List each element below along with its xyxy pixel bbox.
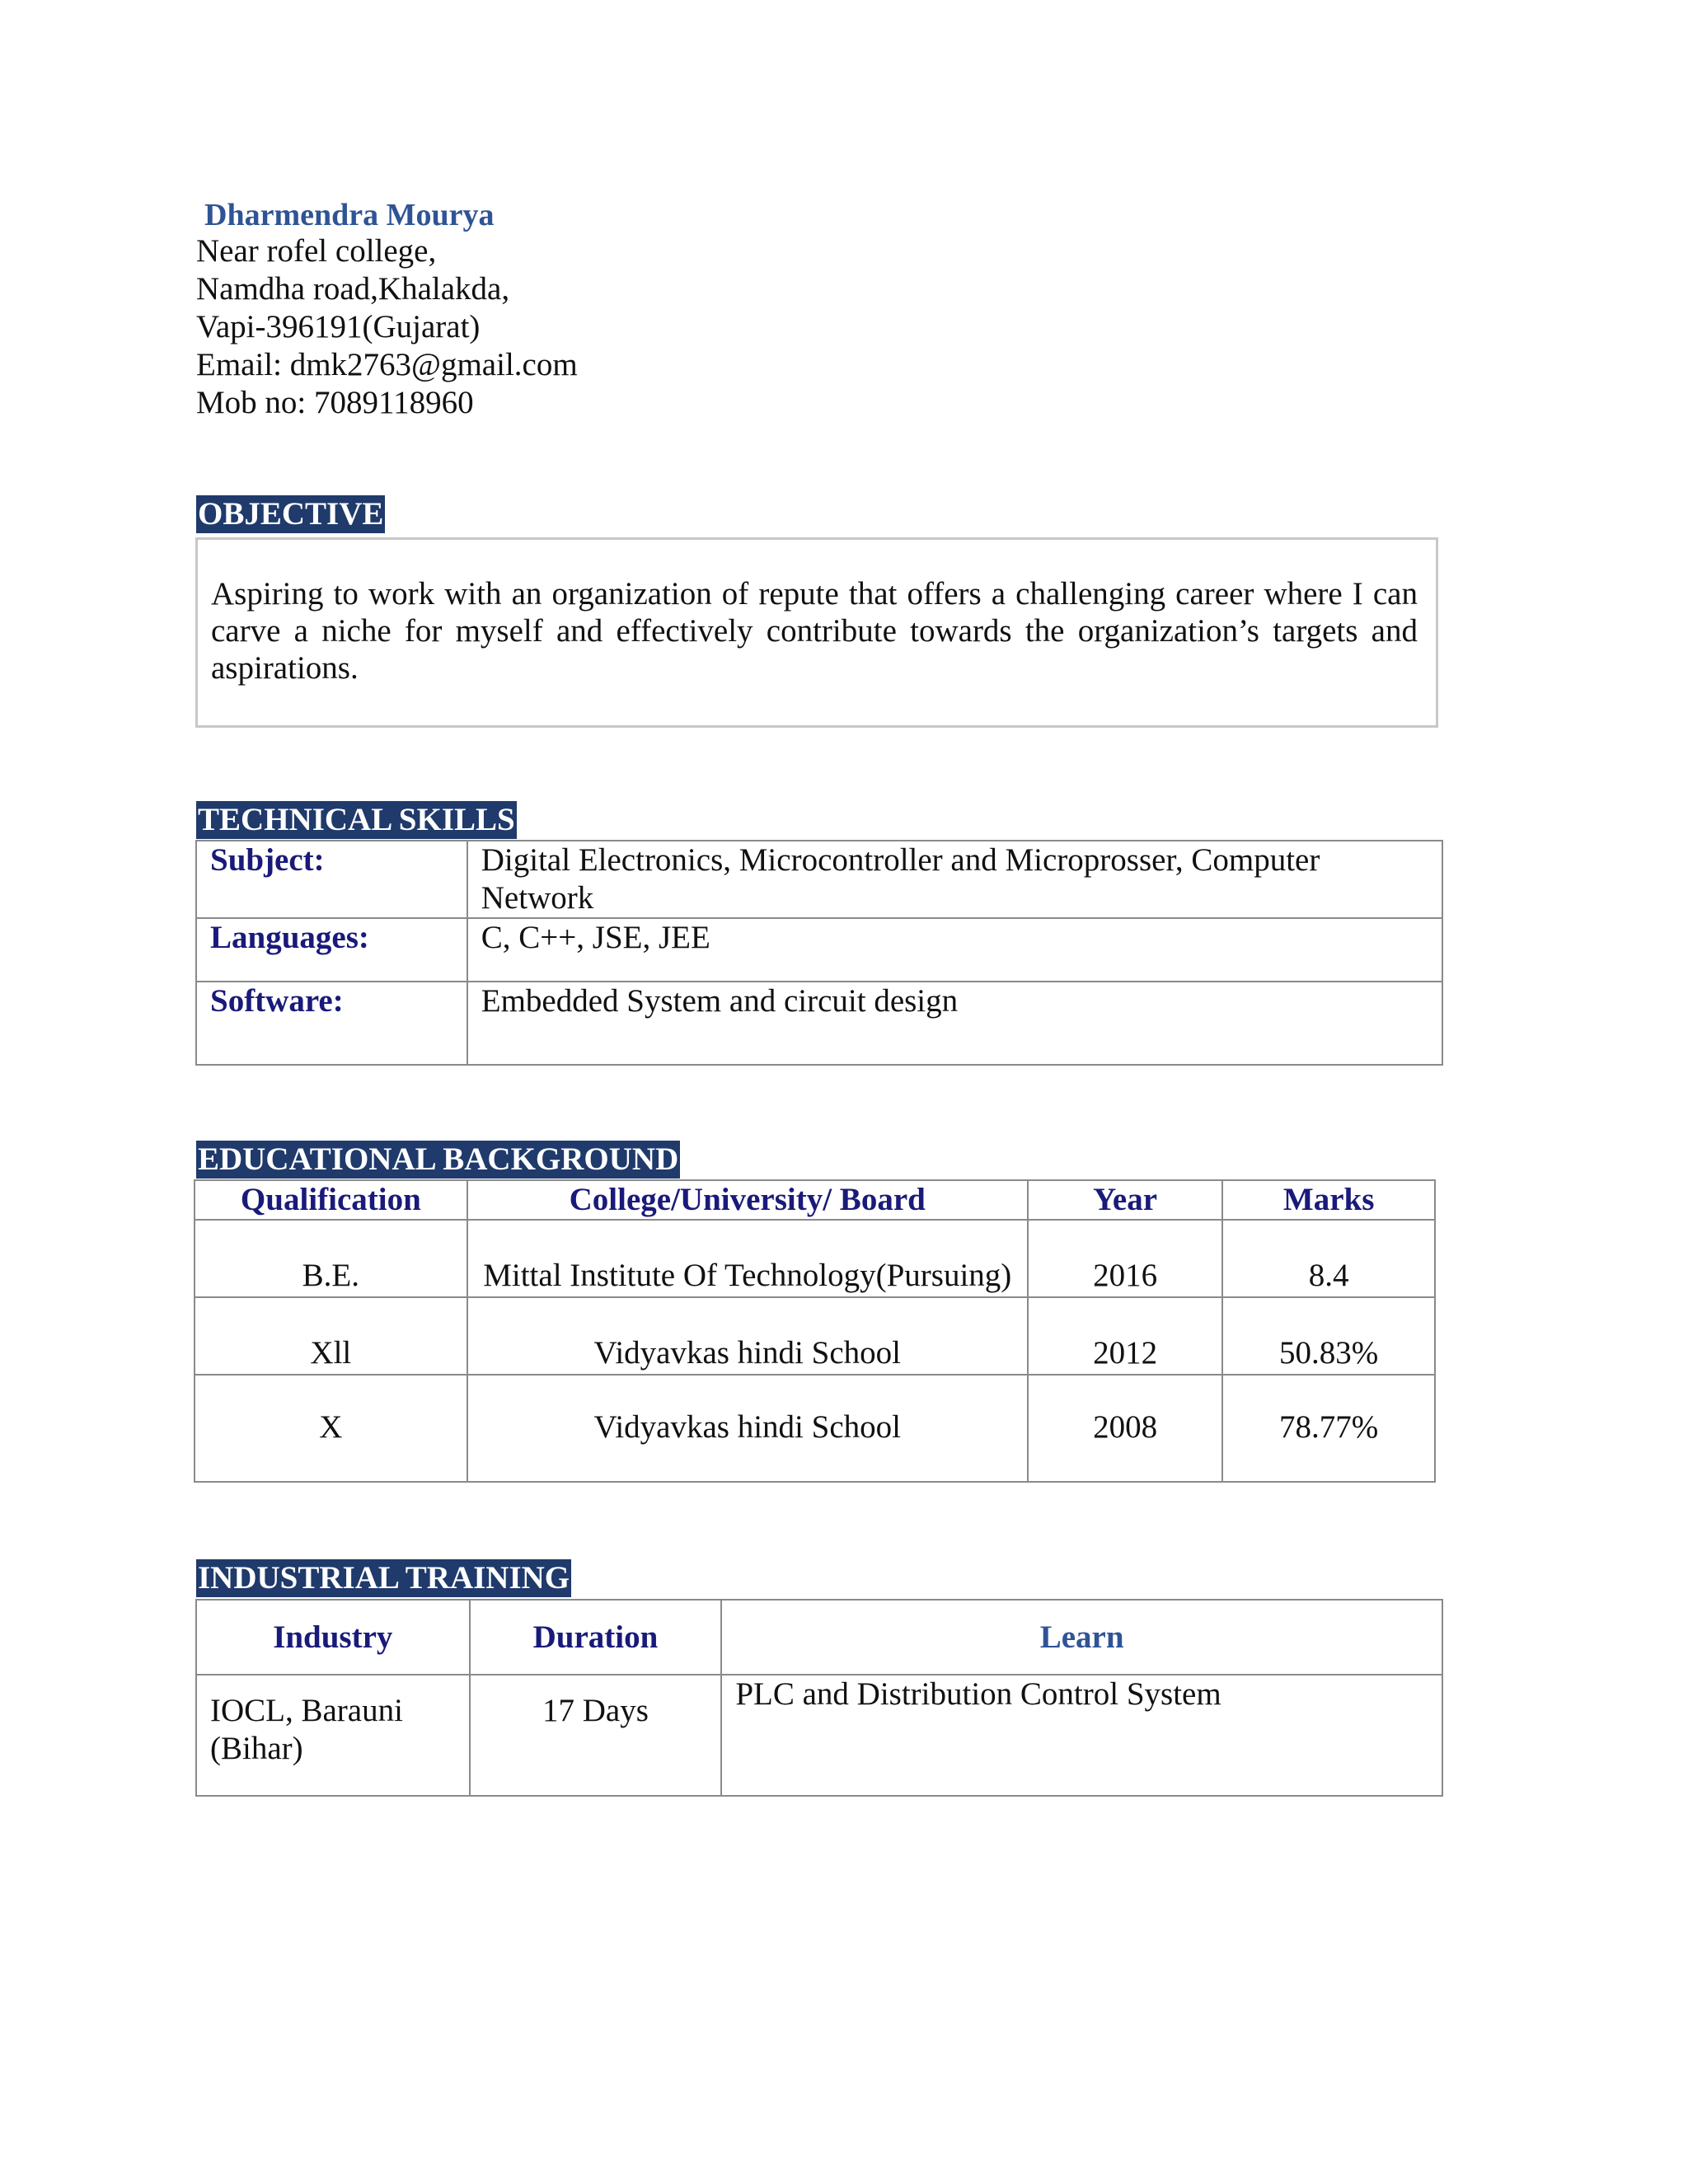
column-header: Industry [196,1600,470,1675]
industry-line: (Bihar) [210,1731,303,1766]
column-header: Year [1028,1180,1223,1220]
address-line-2: Namdha road,Khalakda, [196,271,510,307]
table-row [195,1375,1435,1482]
skills-table [195,840,1443,1066]
skills-row-languages [196,918,1442,982]
column-header: Duration [470,1600,722,1675]
duration-cell: 17 Days [470,1675,722,1796]
objective-text: Aspiring to work with an organization of repute that offers a challenging career where I can carve a niche for myself and effectively contribute towards the organization’s targets and aspirations. [211,576,1418,686]
institution-cell: Mittal Institute Of Technology(Pursuing) [467,1220,1028,1297]
learn-cell: PLC and Distribution Control System [721,1675,1442,1796]
education-header-row [195,1180,1435,1220]
marks-cell: 78.77% [1222,1375,1435,1482]
column-header: Marks [1222,1180,1435,1220]
skills-value-line: Network [481,880,594,916]
skills-value: C, C++, JSE, JEE [467,918,1442,982]
objective-heading: OBJECTIVE [198,496,384,532]
training-heading: INDUSTRIAL TRAINING [198,1560,570,1596]
marks-cell: 50.83% [1222,1297,1435,1375]
skills-value: Embedded System and circuit design [467,982,1442,1065]
training-header-row [196,1600,1442,1675]
table-row [195,1220,1435,1297]
skills-value-line: Digital Electronics, Microcontroller and Microprosser, Computer [481,842,1320,878]
education-heading: EDUCATIONAL BACKGROUND [198,1141,679,1177]
skills-row-subject [196,841,1442,918]
institution-cell: Vidyavkas hindi School [467,1297,1028,1375]
year-cell: 2008 [1028,1375,1223,1482]
column-header: College/University/ Board [467,1180,1028,1220]
education-table [194,1179,1436,1483]
year-cell: 2012 [1028,1297,1223,1375]
skills-label: Software: [196,982,467,1065]
column-header: Qualification [195,1180,467,1220]
qualification-cell: Xll [195,1297,467,1375]
skills-label: Subject: [196,841,467,918]
skills-label: Languages: [196,918,467,982]
skills-row-software [196,982,1442,1065]
candidate-name: Dharmendra Mourya [204,198,495,232]
qualification-cell: X [195,1375,467,1482]
table-row [195,1297,1435,1375]
industry-cell [196,1675,470,1796]
address-line-3: Vapi-396191(Gujarat) [196,309,481,344]
address-line-1: Near rofel college, [196,233,437,269]
industry-line: IOCL, Barauni [210,1693,403,1728]
year-cell: 2016 [1028,1220,1223,1297]
table-row [196,1675,1442,1796]
email-line: Email: dmk2763@gmail.com [196,347,578,382]
column-header: Learn [721,1600,1442,1675]
institution-cell: Vidyavkas hindi School [467,1375,1028,1482]
skills-value [467,841,1442,918]
technical-skills-heading: TECHNICAL SKILLS [198,802,515,837]
marks-cell: 8.4 [1222,1220,1435,1297]
training-table [195,1599,1443,1797]
qualification-cell: B.E. [195,1220,467,1297]
mobile-line: Mob no: 7089118960 [196,385,474,420]
